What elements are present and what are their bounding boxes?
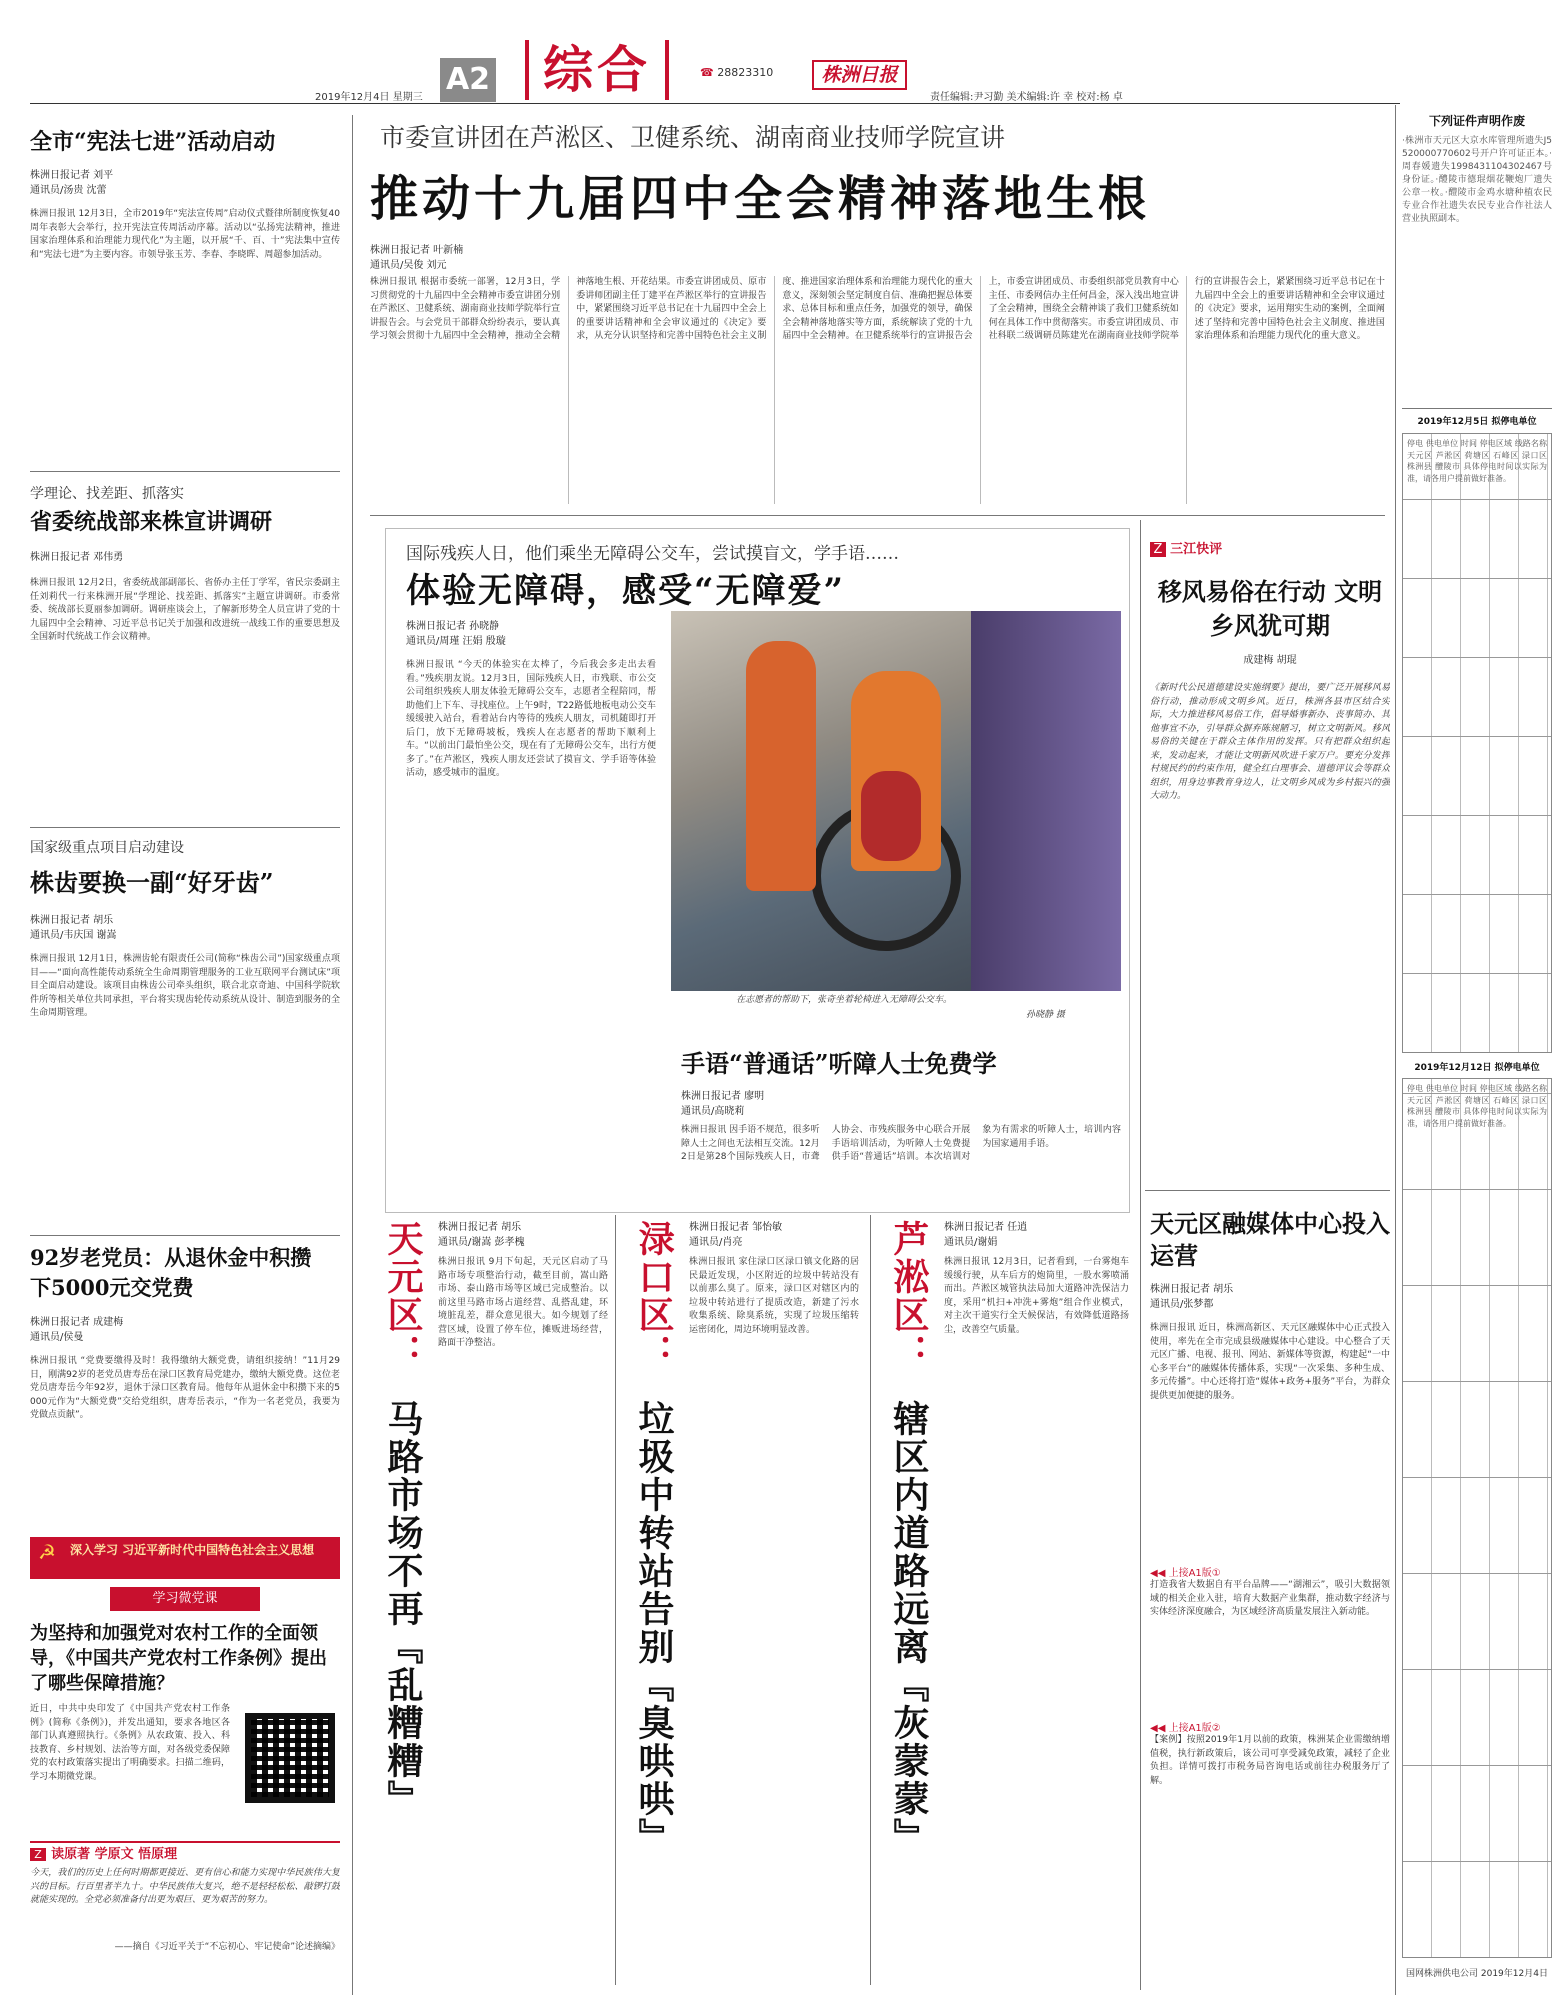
reading-source: ——摘自《习近平关于“不忘初心、牢记使命”论述摘编》 bbox=[114, 1942, 340, 1952]
study-banner-text: 深入学习 习近平新时代中国特色社会主义思想 bbox=[70, 1543, 315, 1557]
commentary-body: 《新时代公民道德建设实施纲要》提出，要广泛开展移风易俗行动，推动形成文明乡风。近日，株洲各县市区结合实际，大力推进移风易俗工作，倡导婚事新办、丧事简办、其他事宜不办，引导群众摒弃陈规陋习，树立文明新风。移风易俗的关键在于群众主体作用的发挥。只有把群众组织起来，发动起来，才能让文明新风吹进千家万户。要充分发挥村规民约的约束作用，健全红白理事会、道德评议会等群众组织，用身边事教育身边人，让文明乡风成为乡村振兴的强大动力。 bbox=[1150, 683, 1390, 801]
continuation-label: 上接A1版② bbox=[1168, 1723, 1221, 1734]
bottom-story-lusong bbox=[880, 1220, 1135, 1990]
divider bbox=[30, 1235, 340, 1236]
article-byline: 株洲日报记者 胡乐 通讯员/韦庆国 谢嵩 bbox=[30, 915, 117, 941]
main-story bbox=[370, 118, 1385, 508]
continuation-tag bbox=[1150, 1719, 1390, 1734]
article-kicker: 国家级重点项目启动建设 bbox=[30, 840, 184, 856]
editor-credits: 责任编辑:尹习勤 美术编辑:许 幸 校对:杨 卓 bbox=[930, 92, 1123, 103]
reading-tag-icon: Z bbox=[30, 1848, 46, 1861]
article-title: 株齿要换一副“好牙齿” bbox=[30, 868, 274, 897]
article-title: 92岁老党员：从退休金中积攒下5000元交党费 bbox=[30, 1245, 312, 1300]
paper-logo: 株洲日报 bbox=[812, 60, 907, 90]
barrier-kicker: 国际残疾人日，他们乘坐无障碍公交车，尝试摸盲文，学手语…… bbox=[406, 544, 899, 564]
divider bbox=[1402, 408, 1552, 409]
header-rule bbox=[30, 103, 1400, 104]
tianyuan-media-article bbox=[1150, 1200, 1390, 1990]
article-byline: 株洲日报记者 任逍 通讯员/谢娟 bbox=[944, 1222, 1028, 1248]
barrier-byline: 株洲日报记者 孙晓静 通讯员/周瑾 汪娟 殷璇 bbox=[406, 621, 506, 647]
bottom-story-lukou bbox=[625, 1220, 865, 1990]
reading-tag bbox=[30, 1841, 340, 1861]
sanjiang-tag-icon: Z bbox=[1150, 542, 1166, 557]
continuation-arrow-icon: ◀◀ bbox=[1150, 1723, 1166, 1734]
subarticle-title: 手语“普通话”听障人士免费学 bbox=[681, 1049, 997, 1078]
article-byline: 株洲日报记者 邹怡敏 通讯员/肖亮 bbox=[689, 1222, 783, 1248]
continuation-body: 【案例】按照2019年1月以前的政策，株洲某企业需缴纳增值税，执行新政策后，该公司可享受减免政策，减轻了企业负担。详情可拨打市税务局咨询电话或前往办税服务厅了解。 bbox=[1150, 1735, 1390, 1786]
district-label: 芦淞区： bbox=[888, 1220, 930, 1372]
article-title: 天元区融媒体中心投入运营 bbox=[1150, 1209, 1390, 1270]
district-headline: 垃圾中转站告别『臭哄哄』 bbox=[633, 1400, 675, 1856]
article-body: 株洲日报讯 9月下旬起，天元区启动了马路市场专项整治行动，截至目前，嵩山路市场、泰山路市场等区域已完成整治。以前这里马路市场占道经营、乱搭乱建，环境脏乱差，群众意见很大。如今规划了经营区域，设置了停车位，摊贩进场经营，路面干净整洁。 bbox=[438, 1257, 608, 1348]
district-headline: 辖区内道路远离『灰蒙蒙』 bbox=[888, 1400, 930, 1856]
outage-table: 停电 供电单位 时间 停电区域 线路名称 天元区 芦淞区 荷塘区 石峰区 渌口区 株洲县 醴陵市 具体停电时间以实际为准，请各用户提前做好准备。 bbox=[1402, 433, 1552, 1053]
continuation-body: 打造我省大数据自有平台品牌——“湖湘云”，吸引大数据领域的相关企业入驻，培育大数据产业集群，推动数字经济与实体经济深度融合，为区域经济高质量发展注入新动能。 bbox=[1150, 1580, 1390, 1617]
column-rule bbox=[870, 1215, 871, 1985]
sanjiang-commentary bbox=[1150, 538, 1390, 1178]
volunteer-shape bbox=[746, 641, 816, 891]
article-body: 株洲日报讯 12月2日，省委统战部副部长、省侨办主任丁学军，省民宗委副主任刘莉代一行来株洲开展“学理论、找差距、抓落实”主题宣讲调研。市委常委、统战部长夏丽参加调研。调研座谈会上，了解新形势全人员宣讲了党的十九届四中全会精神、习近平总书记关于加强和改进统一战线工作的重要思想及全国新时代统战工作会议精神。 bbox=[30, 578, 340, 642]
study-title: 为坚持和加强党对农村工作的全面领导，《中国共产党农村工作条例》提出了哪些保障措施？ bbox=[30, 1623, 327, 1694]
outage-table: 停电 供电单位 时间 停电区域 线路名称 天元区 芦淞区 荷塘区 石峰区 渌口区 株洲县 醴陵市 具体停电时间以实际为准，请各用户提前做好准备。 bbox=[1402, 1078, 1552, 1958]
outage-footer: 国网株洲供电公司 2019年12月4日 bbox=[1406, 1969, 1548, 1979]
continuation-tag bbox=[1150, 1564, 1390, 1579]
article-byline: 株洲日报记者 成建梅 通讯员/侯曼 bbox=[30, 1317, 124, 1343]
district-label: 渌口区： bbox=[633, 1220, 675, 1372]
article-body: 株洲日报讯 家住渌口区渌口镇文化路的居民最近发现，小区附近的垃圾中转站没有以前那么臭了。原来，渌口区对辖区内的垃圾中转站进行了提质改造，新建了污水收集系统、除臭系统，实现了垃圾压缩转运密闭化，周边环境明显改善。 bbox=[689, 1257, 859, 1335]
bus-shape bbox=[971, 611, 1121, 991]
study-banner bbox=[30, 1537, 340, 1579]
photo-caption: 在志愿者的帮助下，张奇坐着轮椅进入无障碍公交车。 bbox=[736, 995, 953, 1005]
article-title: 全市“宪法七进”活动启动 bbox=[30, 129, 276, 155]
continuation-label: 上接A1版① bbox=[1168, 1568, 1221, 1579]
main-byline: 株洲日报记者 叶新楠 通讯员/吴俊 刘元 bbox=[370, 245, 464, 271]
phone-icon: ☎ bbox=[700, 66, 714, 79]
column-rule bbox=[1140, 520, 1141, 1990]
subarticle-body: 株洲日报讯 因手语不规范，很多听障人士之间也无法相互交流。12月2日是第28个国际残疾人日，市聋人协会、市残疾服务中心联合开展手语培训活动，为听障人士免费提供手语“普通话”培训。本次培训对象为有需求的听障人士，培训内容为国家通用手语。 bbox=[681, 1125, 1121, 1162]
header-date: 2019年12月4日 星期三 bbox=[315, 92, 423, 103]
reading-body: 今天，我们的历史上任何时期都更接近、更有信心和能力实现中华民族伟大复兴的目标。行百里者半九十。中华民族伟大复兴，绝不是轻轻松松、敲锣打鼓就能实现的。全党必须准备付出更为艰巨、更为艰苦的努力。 bbox=[30, 1868, 340, 1905]
left-column bbox=[30, 115, 340, 1995]
column-rule bbox=[352, 115, 353, 1995]
reading-tag-text: 读原著 学原文 悟原理 bbox=[51, 1847, 178, 1862]
article-byline: 株洲日报记者 刘平 通讯员/汤贵 沈蕾 bbox=[30, 170, 114, 196]
sanjiang-tag bbox=[1150, 538, 1390, 557]
barrier-body: 株洲日报讯 “今天的体验实在太棒了，今后我会多走出去看看。”残疾朋友说。12月3日，国际残疾人日，市残联、市公交公司组织残疾人朋友体验无障碍公交车，志愿者全程陪同，帮助他们上下车、寻找座位。上午9时，T22路低地板电动公交车缓缓驶入站台，看着站台内等待的残疾人朋友，司机随即打开后门，放下无障碍坡板，残疾人在志愿者的帮助下顺利上车。“以前出门最怕坐公交，现在有了无障碍公交车，出行方便多了。”在芦淞区，残疾人朋友还尝试了摸盲文、学手语等体验活动，感受城市的温度。 bbox=[406, 660, 656, 778]
right-sidebar bbox=[1402, 108, 1552, 1998]
outage-table-title: 2019年12月5日 拟停电单位 bbox=[1417, 417, 1537, 427]
section-title-text: 综合 bbox=[543, 41, 651, 99]
article-byline: 株洲日报记者 胡乐 通讯员/谢嵩 彭孝槐 bbox=[438, 1222, 525, 1248]
barrier-photo bbox=[671, 611, 1121, 991]
main-headline: 推动十九届四中全会精神落地生根 bbox=[370, 171, 1151, 227]
divider bbox=[1145, 1190, 1390, 1191]
page-number: A2 bbox=[440, 58, 496, 102]
district-label: 天元区： bbox=[382, 1220, 424, 1372]
study-body: 近日，中共中央印发了《中国共产党农村工作条例》(简称《条例》)，并发出通知，要求各地区各部门认真遵照执行。《条例》从农政策、投入、科技教育、乡村规划、法治等方面，对各级党委保障党的农村政策落实提出了明确要求。扫描二维码，学习本期微党课。 bbox=[30, 1704, 230, 1782]
notice-title: 下列证件声明作废 bbox=[1428, 114, 1525, 128]
article-byline: 株洲日报记者 胡乐 通讯员/张梦都 bbox=[1150, 1284, 1234, 1310]
commentary-byline: 成建梅 胡琨 bbox=[1243, 655, 1297, 666]
main-body: 株洲日报讯 根据市委统一部署，12月3日，学习贯彻党的十九届四中全会精神市委宣讲团分别在芦淞区、卫健系统、湖南商业技师学院举行宣讲报告会。与会党员干部群众纷纷表示，要认真学习领会贯彻十九届四中全会精神，推动全会精神落地生根、开花结果。市委宣讲团成员、原市委讲师团副主任丁建平在芦淞区举行的宣讲报告中，紧紧围绕习近平总书记在十九届四中全会上的重要讲话精神和全会审议通过的《决定》要求，从充分认识坚持和完善中国特色社会主义制度、推进国家治理体系和治理能力现代化的重大意义，深刻领会坚定制度自信、准确把握总体要求、总体目标和重点任务，加强党的领导，确保全会精神落地落实等方面，系统解读了党的十九届四中全会精神。在卫健系统举行的宣讲报告会上，市委宣讲团成员、市委组织部党员教育中心主任、市委网信办主任何昌金，深入浅出地宣讲了全会精神，围绕全会精神谈了我们卫健系统如何在具体工作中贯彻落实。市委宣讲团成员、市社科联二级调研员陈建光在湖南商业技师学院举行的宣讲报告会上，紧紧围绕习近平总书记在十九届四中全会上的重要讲话精神和全会审议通过的《决定》要求，运用翔实生动的案例，全面阐述了坚持和完善中国特色社会主义制度、推进国家治理体系和治理能力现代化的重大意义。 bbox=[370, 277, 1385, 341]
photo-credit: 孙晓静 摄 bbox=[1026, 1010, 1065, 1020]
article-body: 株洲日报讯 近日，株洲高新区、天元区融媒体中心正式投入使用，率先在全市完成县级融媒体中心建设。中心整合了天元区广播、电视、报刊、网站、新媒体等资源，构建起“一中心多平台”的融媒体传播体系，实现“一次采集、多种生成、多元传播”。中心还将打造“媒体+政务+服务”平台，为群众提供更加便捷的服务。 bbox=[1150, 1323, 1390, 1401]
continuation-arrow-icon: ◀◀ bbox=[1150, 1568, 1166, 1579]
article-body: 株洲日报讯 12月1日，株洲齿轮有限责任公司(简称“株齿公司”)国家级重点项目——“面向高性能传动系统全生命周期管理服务的工业互联网平台测试床”项目全面启动建设。该项目由株齿公司牵头组织，联合北京奇迪、中国科学院软件所等相关单位共同承担，平台将实现齿轮传动系统从设计、制造到服务的全生命周期管理。 bbox=[30, 954, 340, 1018]
bottom-story-tianyuan bbox=[370, 1220, 610, 1990]
divider bbox=[370, 515, 1385, 516]
divider bbox=[30, 471, 340, 472]
qr-code-icon[interactable] bbox=[245, 1713, 335, 1803]
commentary-title: 移风易俗在行动 文明乡风犹可期 bbox=[1157, 577, 1383, 640]
divider bbox=[30, 827, 340, 828]
passenger-shape bbox=[861, 771, 921, 861]
sanjiang-tag-text: 三江快评 bbox=[1170, 542, 1223, 557]
section-title bbox=[525, 40, 669, 100]
article-title: 省委统战部来株宣讲调研 bbox=[30, 509, 273, 535]
article-body: 株洲日报讯 “党费要缴得及时！我得缴纳大额党费，请组织接纳！”11月29日，刚满92岁的老党员唐寿岳在渌口区教育局党建办，缴纳大额党费。这位老党员唐寿岳今年92岁，退休于渌口区教育局。他每年从退休金中积攒下来的5000元作为“大额党费”交给党组织，唐寿岳表示，“作为一名老党员，我要为党做点贡献”。 bbox=[30, 1356, 340, 1420]
outage-table-title: 2019年12月12日 拟停电单位 bbox=[1414, 1063, 1540, 1073]
article-kicker: 学理论、找差距、抓落实 bbox=[30, 486, 184, 502]
main-kicker: 市委宣讲团在芦淞区、卫健系统、湖南商业技师学院宣讲 bbox=[380, 123, 1006, 152]
notice-body: ·株洲市天元区大京水库管理所遗失J5520000770602号开户许可证正本。·周春媛遗失1998431104302467号身份证。·醴陵市德琨烟花鞭炮厂遗失公章一枚。·醴陵市金鸡水塘种植农民专业合作社遗失农民专业合作社法人营业执照副本。 bbox=[1402, 136, 1552, 224]
subarticle-byline: 株洲日报记者 廖明 通讯员/高晓莉 bbox=[681, 1091, 765, 1117]
column-rule bbox=[615, 1215, 616, 1985]
column-rule bbox=[1395, 105, 1396, 1995]
article-body: 株洲日报讯 12月3日，全市2019年“宪法宣传周”启动仪式暨律所制度恢复40周年表彰大会举行，拉开宪法宣传周活动序幕。活动以“弘扬宪法精神，推进国家治理体系和治理能力现代化”为主题，以开展“千、百、十”宪法集中宣传和“宪法七进”为主要内容。市领导张玉芳、李春、李晓晖、周超参加活动。 bbox=[30, 209, 340, 260]
hotline-number: 28823310 bbox=[717, 66, 774, 79]
header-bar bbox=[0, 0, 1560, 110]
party-emblem-icon: ☭ bbox=[38, 1540, 56, 1564]
article-byline: 株洲日报记者 邓伟勇 bbox=[30, 552, 124, 563]
district-headline: 马路市场不再『乱糟糟』 bbox=[382, 1400, 424, 1818]
barrier-headline: 体验无障碍，感受“无障爱” bbox=[406, 571, 846, 611]
study-tag: 学习微党课 bbox=[110, 1587, 260, 1611]
barrier-free-box bbox=[385, 528, 1130, 1213]
article-body: 株洲日报讯 12月3日，记者看到，一台雾炮车缓缓行驶，从车后方的炮筒里，一股水雾喷涌而出。芦淞区城管执法局加大道路冲洗保洁力度，采用“机扫+冲洗+雾炮”组合作业模式，对主次干道实行全天候保洁，有效降低道路扬尘，改善空气质量。 bbox=[944, 1257, 1129, 1335]
hotline bbox=[700, 66, 773, 79]
